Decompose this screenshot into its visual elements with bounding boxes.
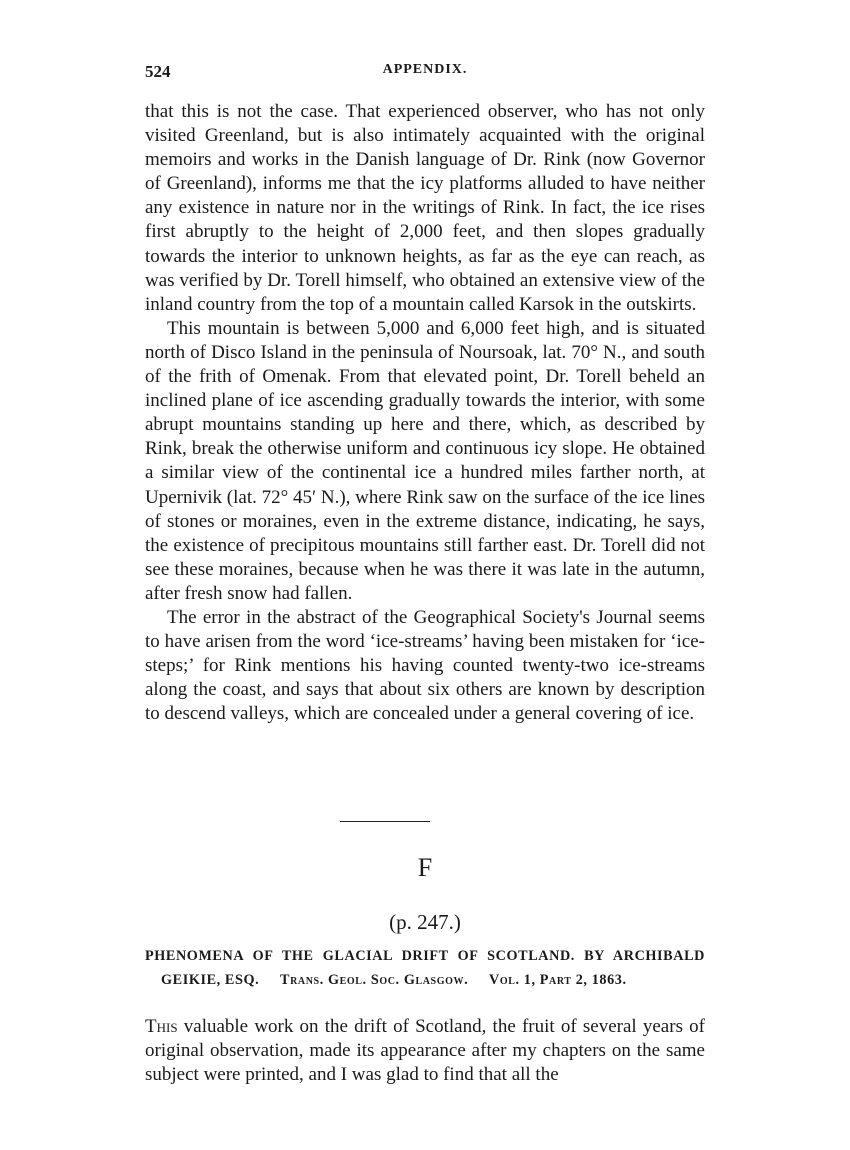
page-number: 524 [145,62,171,81]
section-title-line [145,968,705,992]
page-header [145,62,705,86]
section-page-reference: (p. 247.) [389,910,461,934]
paragraph: The error in the abstract of the Geographical Society's Journal seems to have arisen from the word ‘ice-streams’ having been mistaken for ‘ice-steps;’ for Rink mentions his having counted twenty-two ice-streams along the coast, and says that about six others are known by description to descend valleys, which are concealed under a general covering of ice. [145,606,705,725]
section-title-journal: Trans. Geol. Soc. Glasgow. [280,972,469,988]
section-title [145,944,705,992]
section-divider [340,821,430,822]
running-title: APPENDIX. [382,62,468,77]
section-body [145,1015,705,1087]
section-letter: F [417,853,433,882]
section-title-author: GEIKIE, ESQ. [161,972,260,988]
paragraph: that this is not the case. That experienced observer, who has not only visited Greenland, but is also intimately acquainted with the original memoirs and works in the Danish language of Dr. Rink (now Governor of Greenland), informs me that the icy platforms alluded to have neither any existence in nature nor in the writings of Rink. In fact, the ice rises first abruptly to the height of 2,000 feet, and then slopes gradually towards the interior to unknown heights, as far as the eye can reach, as was verified by Dr. Torell himself, who obtained an extensive view of the inland country from the top of a mountain called Karsok in the outskirts. [145,101,705,315]
paragraph-text: valuable work on the drift of Scotland, the fruit of several years of original observation, made its appearance after my chapters on the same subject were printed, and I was glad to find that all the [145,1016,705,1086]
paragraph: This mountain is between 5,000 and 6,000 feet high, and is situated north of Disco Island in the peninsula of Noursoak, lat. 70° N., and south of the frith of Omenak. From that elevated point, Dr. Torell beheld an inclined plane of ice ascending gradually towards the interior, with some abrupt mountains standing up here and there, which, as described by Rink, break the otherwise uniform and continuous icy slope. He obtained a similar view of the continental ice a hundred miles farther north, at Upernivik (lat. 72° 45′ N.), where Rink saw on the surface of the ice lines of stones or moraines, even in the extreme distance, indicating, he says, the existence of precipitous mountains still farther east. Dr. Torell did not see these moraines, because when he was there it was late in the autumn, after fresh snow had fallen. [145,317,705,604]
main-text [145,100,705,726]
section-title-volume: Vol. 1, Part 2, 1863. [488,972,627,988]
section-title-line: PHENOMENA OF THE GLACIAL DRIFT OF SCOTLAND. BY ARCHIBALD [145,948,705,964]
opening-word: This [145,1016,178,1037]
paragraph [145,1015,705,1087]
